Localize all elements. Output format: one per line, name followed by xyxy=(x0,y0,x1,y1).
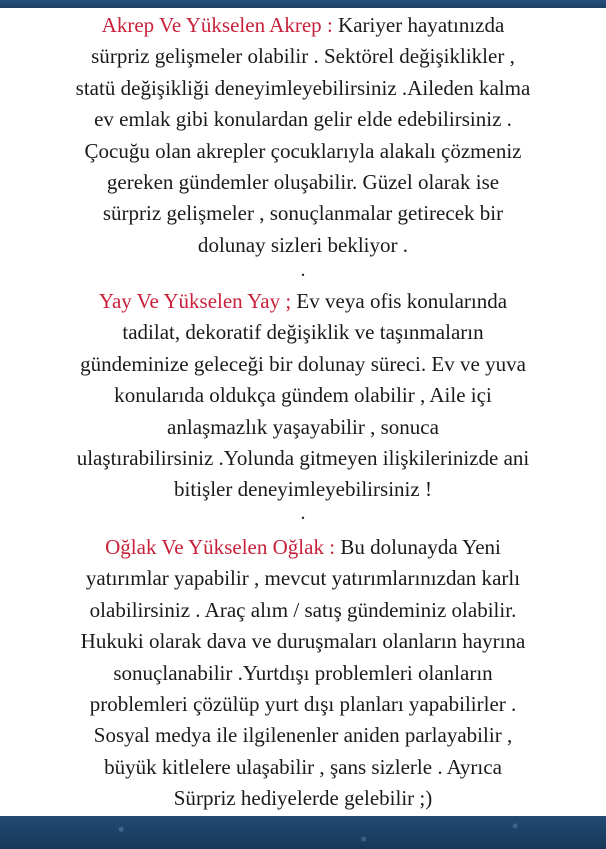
separator-dot: . xyxy=(300,259,306,281)
text-line: sonuçlanabilir .Yurtdışı problemleri olanların xyxy=(113,660,493,685)
text-line: Sosyal medya ile ilgilenenler aniden parlayabilir , xyxy=(93,723,513,748)
text-line: yatırımlar yapabilir , mevcut yatırımlarınızdan karlı xyxy=(85,566,521,591)
section-heading: Oğlak Ve Yükselen Oğlak : xyxy=(105,535,336,559)
text-line: sürpriz gelişmeler , sonuçlanmalar getirecek bir xyxy=(102,201,504,226)
section-text: Ev veya ofis konularında xyxy=(291,289,508,313)
text-line: sürpriz gelişmeler olabilir . Sektörel değişiklikler , xyxy=(91,44,515,69)
text-line: gereken gündemler oluşabilir. Güzel olarak ise xyxy=(106,170,500,195)
section-oglak xyxy=(0,532,606,815)
text-line: büyük kitlelere ulaşabilir , şans sizlerle . Ayrıca xyxy=(104,754,502,779)
text-line: tadilat, dekoratif değişiklik ve taşınmaların xyxy=(122,320,484,345)
section-text: Bu dolunayda Yeni xyxy=(335,535,501,559)
text-line: dolunay sizleri bekliyor . xyxy=(197,232,409,257)
section-text: Kariyer hayatınızda xyxy=(332,13,505,37)
section-first-line xyxy=(4,286,602,317)
text-line: ev emlak gibi konulardan gelir elde edebilirsiniz . xyxy=(94,107,512,132)
section-yay xyxy=(0,286,606,506)
separator-dot: . xyxy=(300,502,306,524)
section-heading: Yay Ve Yükselen Yay ; xyxy=(98,289,292,313)
content-card xyxy=(0,8,606,816)
background-texture xyxy=(0,816,606,849)
text-line: Sürpriz hediyelerde gelebilir ;) xyxy=(173,786,433,811)
text-line: gündeminize geleceği bir dolunay süreci. Ev ve yuva xyxy=(80,351,526,376)
text-line: statü değişikliği deneyimleyebilirsiniz .Aileden kalma xyxy=(75,75,531,100)
section-heading: Akrep Ve Yükselen Akrep : xyxy=(101,13,333,37)
section-first-line xyxy=(4,10,602,41)
text-line: Çocuğu olan akrepler çocuklarıyla alakalı çözmeniz xyxy=(84,138,522,163)
section-akrep xyxy=(0,10,606,261)
text-line: olabilirsiniz . Araç alım / satış gündeminiz olabilir. xyxy=(89,597,517,622)
text-line: bitişler deneyimleyebilirsiniz ! xyxy=(174,477,432,502)
section-first-line xyxy=(4,532,602,563)
text-line: anlaşmazlık yaşayabilir , sonuca xyxy=(167,414,439,439)
text-line: ulaştırabilirsiniz .Yolunda gitmeyen ilişkilerinizde ani xyxy=(76,446,530,471)
text-line: konularıda oldukça gündem olabilir , Aile içi xyxy=(114,383,492,408)
text-line: problemleri çözülüp yurt dışı planları yapabilirler . xyxy=(89,692,517,717)
text-line: Hukuki olarak dava ve duruşmaları olanların hayrına xyxy=(80,629,526,654)
